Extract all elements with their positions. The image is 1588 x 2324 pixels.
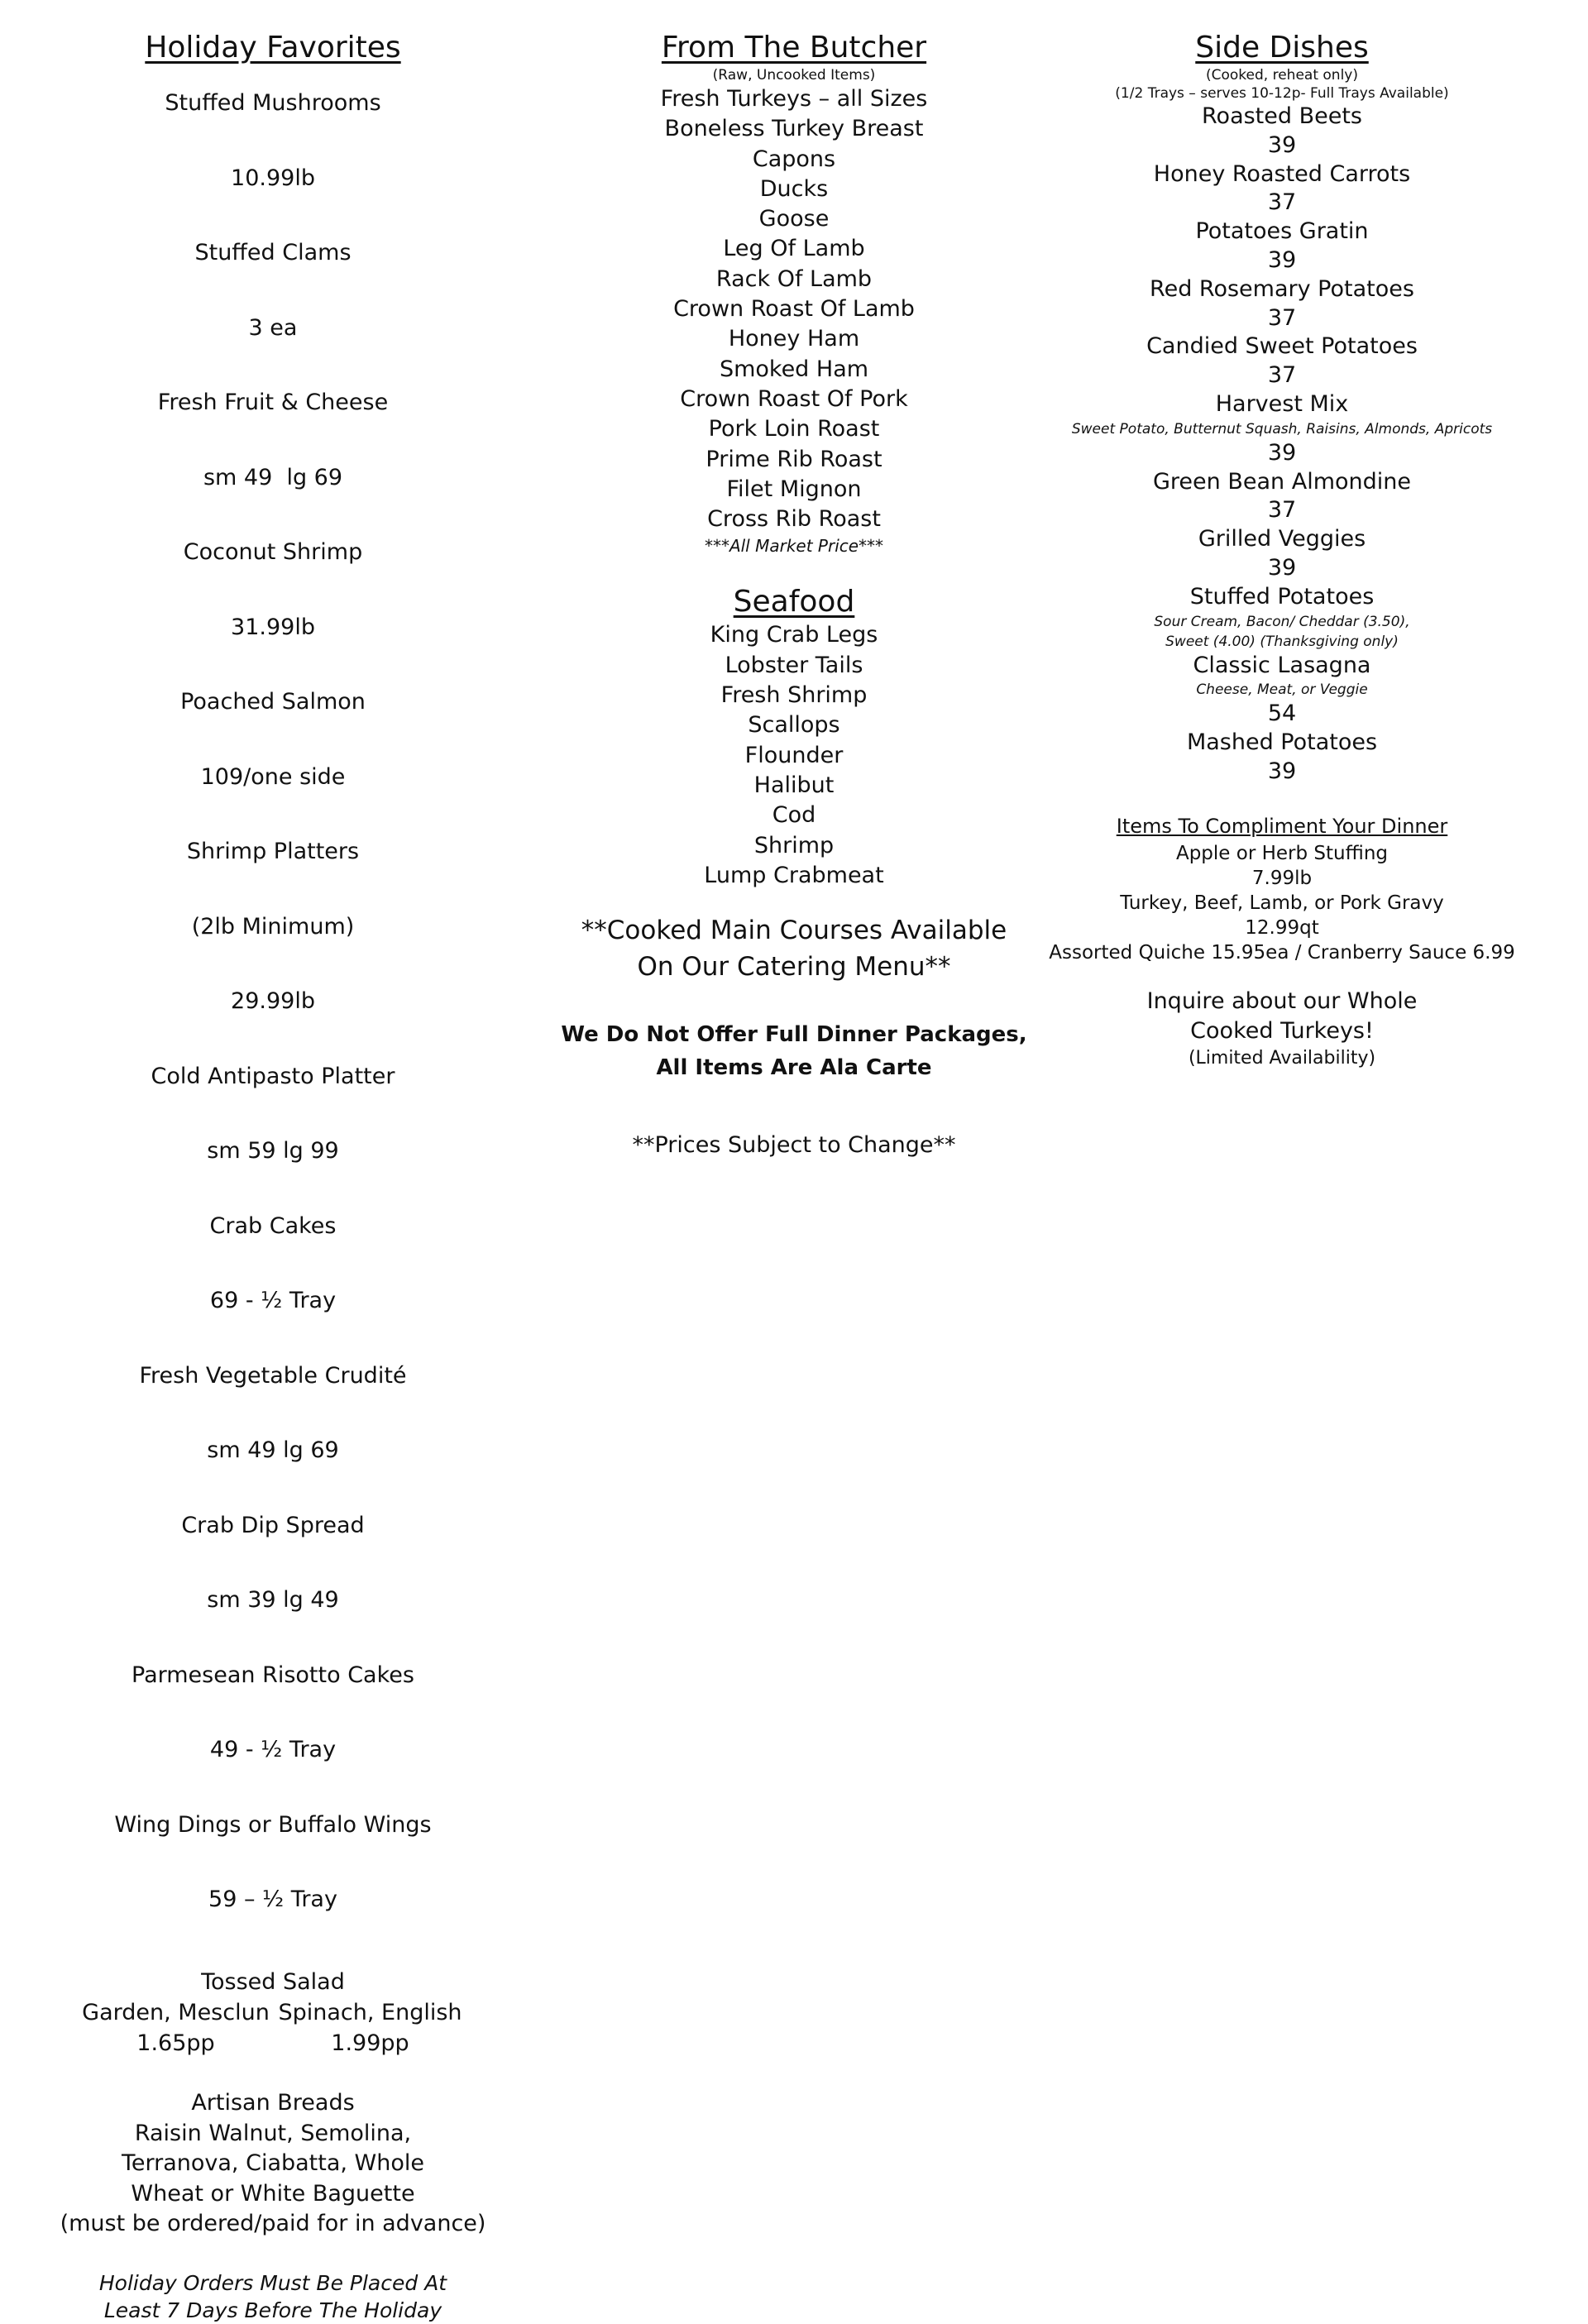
tossed-salad-options: [79, 1997, 467, 2059]
lasagna-note: Cheese, Meat, or Veggie: [1196, 681, 1368, 699]
list-item: Cod: [772, 802, 816, 829]
prices-subject-note: **Prices Subject to Change**: [632, 1132, 956, 1159]
list-item: 37: [1267, 304, 1297, 331]
side-dishes-column: [1050, 30, 1514, 1071]
list-item: Prime Rib Roast: [706, 446, 882, 472]
list-item: Roasted Beets: [1202, 103, 1362, 129]
harvest-mix-note: Sweet Potato, Butternut Squash, Raisins, Almonds, Apricots: [1071, 420, 1493, 438]
list-item: Red Rosemary Potatoes: [1150, 275, 1414, 302]
stuffed-potatoes-note: Sour Cream, Bacon/ Cheddar (3.50),: [1154, 613, 1410, 630]
list-item: sm 49 lg 69: [203, 464, 343, 490]
butcher-subtitle: (Raw, Uncooked Items): [712, 67, 876, 84]
list-item: 10.99lb: [231, 165, 315, 191]
list-item: 12.99qt: [1245, 916, 1319, 939]
list-item: Filet Mignon: [726, 476, 862, 502]
list-item: King Crab Legs: [710, 622, 878, 648]
list-item: Apple or Herb Stuffing: [1175, 842, 1389, 864]
salad-option-price: 1.99pp: [331, 2030, 409, 2056]
list-item: 37: [1267, 497, 1297, 524]
list-item: Crown Roast Of Lamb: [673, 296, 915, 323]
cooked-courses-note: **Cooked Main Courses Available: [581, 916, 1007, 946]
list-item: Capons: [752, 146, 836, 172]
market-price-note: ***All Market Price***: [704, 536, 884, 557]
list-item: Rack Of Lamb: [715, 265, 873, 292]
side-dishes-subtitle: (1/2 Trays – serves 10-12p- Full Trays Available): [1115, 85, 1449, 102]
list-item: Harvest Mix: [1215, 390, 1349, 417]
list-item: Assorted Quiche 15.95ea / Cranberry Sauce 6.99: [1049, 941, 1515, 964]
list-item: Lobster Tails: [725, 652, 863, 678]
list-item: Ducks: [759, 175, 829, 202]
order-notice: Least 7 Days Before The Holiday: [103, 2298, 442, 2322]
stuffed-potatoes-note: Sweet (4.00) (Thanksgiving only): [1165, 633, 1399, 650]
butcher-seafood-column: [561, 30, 1027, 1160]
list-item: 69 - ½ Tray: [209, 1288, 337, 1313]
butcher-title: From The Butcher: [661, 31, 927, 65]
list-item: Fresh Shrimp: [720, 682, 868, 709]
list-item: Lump Crabmeat: [704, 862, 884, 888]
list-item: Stuffed Potatoes: [1189, 583, 1375, 610]
list-item: 39: [1267, 758, 1297, 784]
list-item: Honey Ham: [728, 326, 860, 352]
list-item: Mashed Potatoes: [1186, 729, 1378, 756]
list-item: Coconut Shrimp: [183, 539, 363, 565]
list-item: Smoked Ham: [719, 356, 869, 382]
artisan-breads-title: Artisan Breads: [191, 2090, 355, 2116]
list-item: (2lb Minimum): [191, 913, 355, 940]
list-item: Halibut: [753, 772, 835, 798]
inquire-note: Cooked Turkeys!: [1190, 1017, 1374, 1044]
inquire-note: Inquire about our Whole: [1146, 987, 1418, 1014]
list-item: 29.99lb: [231, 988, 315, 1014]
list-item: 39: [1267, 554, 1297, 581]
salad-option-name: Spinach, English: [278, 2000, 462, 2025]
list-item: Cross Rib Roast: [707, 506, 881, 533]
list-item: Goose: [758, 206, 830, 232]
list-item: 39: [1267, 132, 1297, 158]
list-item: sm 39 lg 49: [207, 1587, 339, 1613]
list-item: 39: [1267, 439, 1297, 466]
list-item: Crab Dip Spread: [181, 1512, 365, 1538]
list-item: 54: [1267, 701, 1297, 727]
breads-line: (must be ordered/paid for in advance): [60, 2211, 486, 2236]
list-item: 31.99lb: [231, 614, 315, 640]
cooked-courses-note: On Our Catering Menu**: [637, 952, 951, 983]
no-packages-note: All Items Are Ala Carte: [656, 1055, 932, 1081]
list-item: Classic Lasagna: [1193, 652, 1371, 678]
list-item: 49 - ½ Tray: [209, 1737, 337, 1762]
list-item: Candied Sweet Potatoes: [1146, 333, 1418, 360]
salad-option-price: 1.65pp: [136, 2030, 215, 2056]
list-item: Shrimp: [753, 832, 835, 858]
no-packages-note: We Do Not Offer Full Dinner Packages,: [561, 1022, 1027, 1048]
order-notice: Holiday Orders Must Be Placed At: [98, 2270, 447, 2295]
list-item: Honey Roasted Carrots: [1153, 160, 1411, 187]
holiday-favorites-column: [60, 30, 486, 2324]
list-item: Pork Loin Roast: [708, 416, 880, 442]
list-item: 37: [1267, 189, 1297, 216]
salad-option-name: Garden, Mesclun: [82, 2000, 270, 2025]
list-item: Turkey, Beef, Lamb, or Pork Gravy: [1120, 892, 1444, 914]
breads-line: Wheat or White Baguette: [131, 2180, 415, 2207]
list-item: Fresh Vegetable Crudité: [139, 1362, 407, 1389]
tossed-salad-title: Tossed Salad: [201, 1968, 345, 1995]
list-item: 59 – ½ Tray: [208, 1886, 337, 1912]
list-item: Scallops: [748, 712, 840, 739]
list-item: sm 49 lg 69: [207, 1437, 339, 1463]
list-item: Poached Salmon: [180, 689, 366, 715]
holiday-favorites-title: Holiday Favorites: [145, 31, 401, 65]
list-item: Green Bean Almondine: [1153, 468, 1411, 495]
list-item: Cold Antipasto Platter: [151, 1063, 395, 1089]
breads-line: Terranova, Ciabatta, Whole: [121, 2150, 425, 2176]
list-item: Stuffed Clams: [194, 240, 352, 265]
list-item: Wing Dings or Buffalo Wings: [114, 1811, 432, 1838]
list-item: Crab Cakes: [209, 1212, 337, 1239]
list-item: Fresh Fruit & Cheese: [157, 390, 389, 415]
list-item: 37: [1267, 362, 1297, 389]
inquire-note: (Limited Availability): [1188, 1047, 1376, 1069]
side-dishes-subtitle: (Cooked, reheat only): [1206, 67, 1358, 84]
list-item: Potatoes Gratin: [1195, 218, 1369, 245]
list-item: Stuffed Mushrooms: [165, 90, 381, 116]
seafood-title: Seafood: [733, 585, 855, 619]
salad-option-left: [79, 1997, 273, 2059]
list-item: Crown Roast Of Pork: [680, 385, 908, 412]
list-item: 39: [1267, 246, 1297, 273]
compliment-title: Items To Compliment Your Dinner: [1116, 814, 1448, 838]
side-dishes-title: Side Dishes: [1195, 31, 1369, 65]
list-item: 7.99lb: [1251, 867, 1313, 889]
list-item: Parmesean Risotto Cakes: [132, 1662, 414, 1688]
list-item: sm 59 lg 99: [207, 1138, 339, 1164]
list-item: 109/one side: [200, 763, 346, 790]
list-item: Fresh Turkeys – all Sizes: [660, 86, 928, 112]
list-item: 3 ea: [248, 314, 298, 341]
salad-option-right: [273, 1997, 467, 2059]
list-item: Shrimp Platters: [186, 839, 360, 864]
breads-line: Raisin Walnut, Semolina,: [134, 2120, 412, 2146]
holiday-items-list: [114, 66, 431, 1938]
list-item: Grilled Veggies: [1198, 526, 1366, 552]
list-item: Leg Of Lamb: [723, 236, 865, 262]
list-item: Flounder: [744, 742, 844, 768]
list-item: Boneless Turkey Breast: [664, 116, 924, 142]
